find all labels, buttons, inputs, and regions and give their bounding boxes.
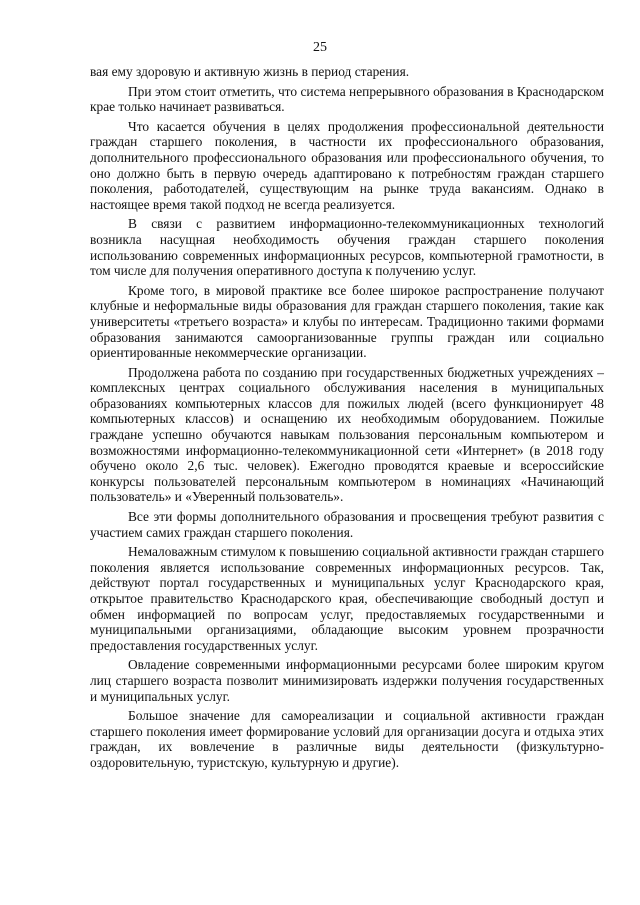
paragraph: Что касается обучения в целях продолжения профессиональной деятельности граждан старшего поколения, в частности их профессионального образования, дополнительного профессионального образования или профессионального обучения, то оно должно быть в первую очередь адаптировано к потребностям граждан старшего поколения, работодателей, существующим на рынке труда вакансиям. Однако в настоящее время такой подход не всегда реализуется. xyxy=(90,118,604,212)
paragraph: В связи с развитием информационно-телекоммуникационных технологий возникла насущная необходимость обучения граждан старшего поколения использованию современных информационных ресурсов, компьютерной грамотности, в том числе для получения оперативного доступа к получению услуг. xyxy=(90,216,604,279)
page-number: 25 xyxy=(313,40,327,55)
paragraph-continuation: вая ему здоровую и активную жизнь в период старения. xyxy=(90,64,410,79)
paragraph: Продолжена работа по созданию при государственных бюджетных учреждениях – комплексных центрах социального обслуживания населения в муниципальных образованиях компьютерных классов для пожилых людей (всего функционирует 48 компьютерных классов) и оснащению их необходимым оборудованием. Пожилые граждане успешно обучаются навыкам пользования персональным компьютером и возможностями информационно-телекоммуникационной сети «Интернет» (в 2018 году обучено около 2,6 тыс. человек). Ежегодно проводятся краевые и всероссийские конкурсы пользователей персональным компьютером в номинациях «Начинающий пользователь» и «Уверенный пользователь». xyxy=(90,364,604,505)
paragraph: Все эти формы дополнительного образования и просвещения требуют развития с участием самих граждан старшего поколения. xyxy=(90,509,604,540)
paragraph: При этом стоит отметить, что система непрерывного образования в Краснодарском крае только начинает развиваться. xyxy=(90,83,604,115)
paragraph: Немаловажным стимулом к повышению социальной активности граждан старшего поколения является использование современных информационных ресурсов. Так, действуют портал государственных и муниципальных услуг Краснодарского края, открытое правительство Краснодарского края, обеспечивающие свободный доступ и обмен информацией по вопросам услуг, предоставляемых государственными и муниципальными организациями, обладающие высоким уровнем прозрачности предоставления государственных услуг. xyxy=(90,544,604,653)
paragraph: Кроме того, в мировой практике все более широкое распространение получают клубные и неформальные виды образования для граждан старшего поколения, такие как университеты «третьего возраста» и клубы по интересам. Традиционно такими формами образования занимаются самоорганизованные группы граждан или социально ориентированные некоммерческие организации. xyxy=(90,282,604,361)
paragraph: Большое значение для самореализации и социальной активности граждан старшего поколения имеет формирование условий для организации досуга и отдыха этих граждан, их вовлечение в различные виды деятельности (физкультурно-оздоровительную, туристскую, культурную и другие). xyxy=(90,708,604,770)
paragraph: Овладение современными информационными ресурсами более широким кругом лиц старшего возраста позволит минимизировать издержки получения государственных и муниципальных услуг. xyxy=(90,657,604,704)
body-text xyxy=(90,64,604,775)
